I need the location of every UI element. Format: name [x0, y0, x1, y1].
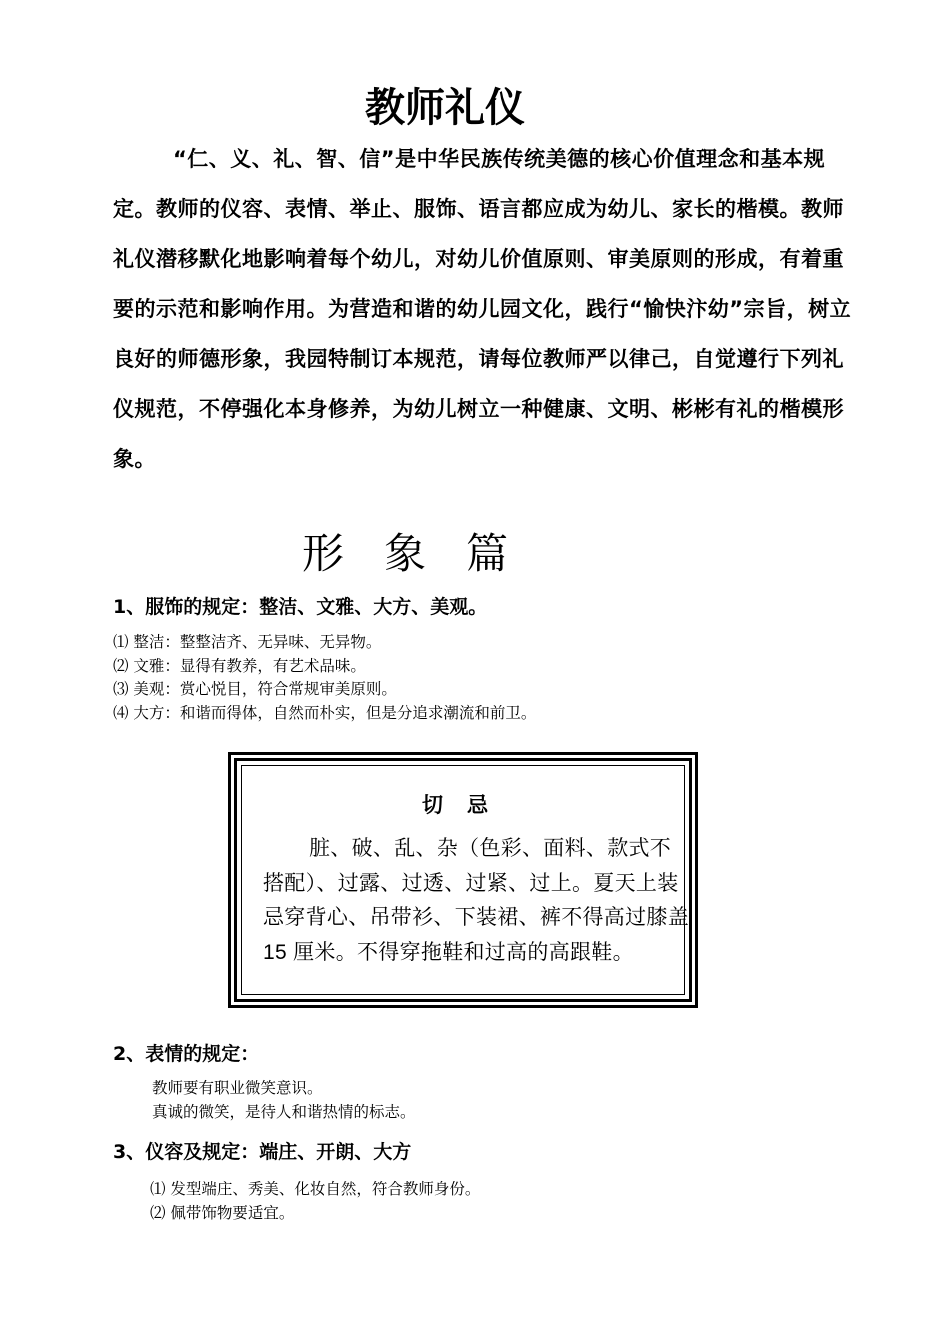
clothing-item: ⑷ 大方：和谐而得体，自然而朴实，但是分追求潮流和前卫。 — [113, 703, 537, 722]
intro-paragraph: “仁、义、礼、智、信”是中华民族传统美德的核心价值理念和基本规定。教师的仪容、表情、举止、服饰、语言都应成为幼儿、家长的楷模。教师礼仪潜移默化地影响着每个幼儿，对幼儿价值原则、审美原则的形成，有着重要的示范和影响作用。为营造和谐的幼儿园文化，践行“愉快汴幼”宗旨，树立良好的师德形象，我园特制订本规范，请每位教师严以律己，自觉遵行下列礼仪规范，不停强化本身修养，为幼儿树立一种健康、文明、彬彬有礼的楷模形象。 — [113, 147, 852, 471]
caution-border — [234, 758, 692, 1002]
expression-list — [152, 1077, 416, 1124]
appearance-list — [150, 1178, 480, 1225]
expression-item: 教师要有职业微笑意识。 — [152, 1079, 323, 1097]
document-title: 教师礼仪 — [365, 85, 525, 131]
caution-title: 切忌 — [422, 794, 512, 817]
appearance-item: ⑵ 佩带饰物要适宜。 — [150, 1203, 295, 1222]
clothing-item: ⑶ 美观：赏心悦目，符合常规审美原则。 — [113, 680, 397, 698]
clothing-item: ⑵ 文雅：显得有教养，有艺术品味。 — [113, 656, 366, 675]
caution-text: 脏、破、乱、杂（色彩、面料、款式不搭配）、过露、过透、过紧、过上。夏天上装忌穿背心、吊带衫、下装裙、裤不得高过膝盖 15 厘米。不得穿拖鞋和过高的高跟鞋。 — [263, 837, 689, 964]
section-title: 形象篇 — [301, 529, 548, 578]
clothing-item: ⑴ 整洁：整整洁齐、无异味、无异物。 — [113, 633, 382, 651]
clothing-heading: 1、服饰的规定：整洁、文雅、大方、美观。 — [113, 596, 488, 618]
expression-item: 真诚的微笑，是待人和谐热情的标志。 — [152, 1102, 416, 1121]
expression-heading: 2、表情的规定： — [113, 1043, 260, 1065]
appearance-heading: 3、仪容及规定：端庄、开朗、大方 — [113, 1141, 412, 1163]
caution-box — [228, 752, 698, 1008]
caution-inner-border — [241, 765, 689, 995]
appearance-item: ⑴ 发型端庄、秀美、化妆自然，符合教师身份。 — [150, 1180, 481, 1198]
clothing-list — [113, 631, 536, 725]
